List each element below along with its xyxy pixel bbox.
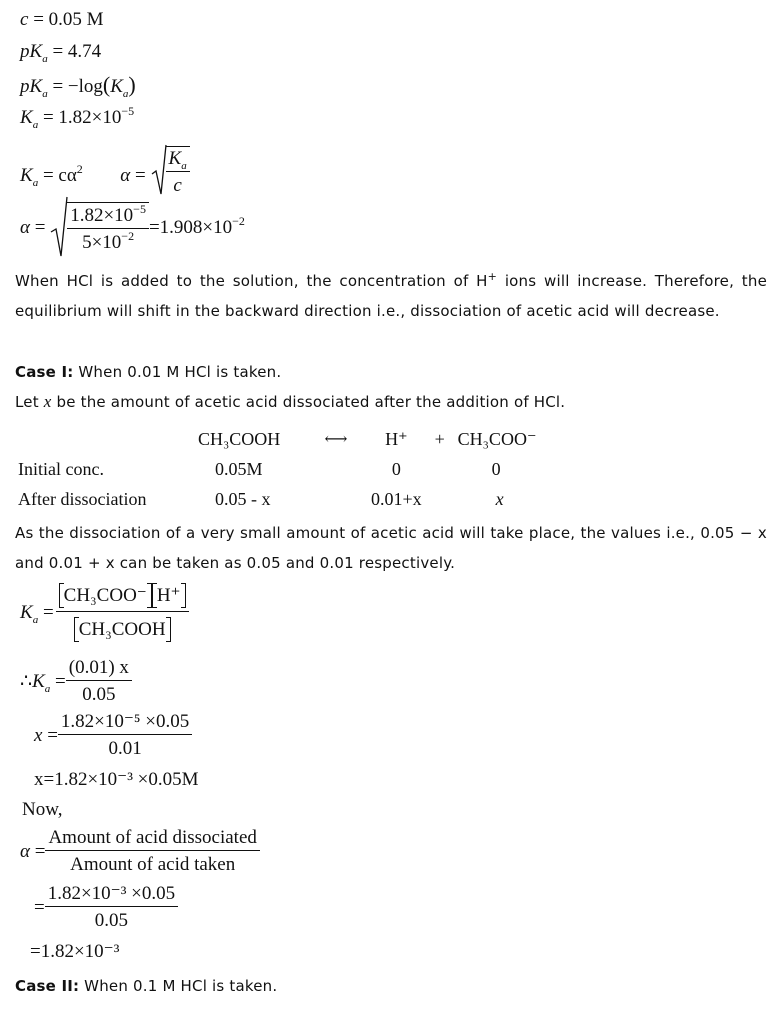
paragraph-small-amount: As the dissociation of a very small amount of acetic acid will take place, the values i.e., 0.05 − x and 0.01 + x can be taken as 0.05 and 0.01 respectively. — [15, 524, 767, 572]
reaction-table — [18, 424, 558, 514]
eq-alpha-result: α = $\frac{1.82\times 10^{-5}}{5\times 10^{-2}}$ $=1.908\times 10^{-2}$ — [20, 196, 245, 258]
eq-alpha-substituted: = $\frac{\text{1.82×10⁻³ ×0.05}}{0.05}$ — [34, 884, 178, 930]
eq-pka-value: $pK_a = 4.74$ — [20, 41, 102, 65]
paragraph-let-x — [15, 387, 767, 417]
table-cell: 0.05M — [215, 458, 263, 479]
acetic-acid-bracket: CH₃COOH — [74, 620, 171, 639]
ka-den: 0.05 — [66, 680, 132, 704]
plus-sign: + — [434, 428, 445, 449]
table-cell: 0.05 - x — [215, 488, 271, 509]
case-1-heading — [15, 357, 767, 387]
pka-definition: = −log — [52, 76, 103, 97]
alpha-denominator: 5×10 — [82, 232, 122, 253]
alpha2-num: 1.82×10⁻³ ×0.05 — [47, 883, 176, 904]
case-1-label: Case I: — [15, 363, 74, 381]
eq-alpha-definition: α = $\frac{\text{Amount of acid dissociated}}{\text{Amount of acid taken}}$ — [20, 828, 260, 874]
alpha-numerator: 1.82×10 — [70, 205, 134, 226]
now-label: Now, — [22, 799, 63, 820]
row-label: Initial conc. — [18, 458, 104, 479]
sqrt-symbol — [50, 196, 68, 258]
eq-x-result: x=1.82×10⁻³ ×0.05M — [34, 769, 199, 790]
eq-alpha-final: =1.82×10⁻³ — [30, 941, 120, 962]
ka-value: = 1.82×10 — [42, 107, 122, 128]
reactant: CH₃COOH — [198, 428, 281, 449]
table-cell: 0 — [391, 458, 401, 479]
eq-ka-substituted: $\therefore K_a$ = $\frac{(0.01) x}{0.05}$ — [20, 658, 132, 704]
table-row — [18, 454, 558, 484]
table-row — [18, 484, 558, 514]
eq-ka-expression: $K_a$ = $\frac{\text{CH₃COO⁻ H⁺}}{\text{CH₃COOH}}$ — [20, 586, 189, 639]
alpha-result-exp: −2 — [232, 213, 245, 228]
ka-exponent: −5 — [121, 104, 135, 118]
hcl-text-2: ions will increase. Therefore, the equilibrium will shift in the backward direction i.e., dissociation of acetic acid will decrease. — [15, 272, 767, 320]
case-2-text: When 0.1 M HCl is taken. — [79, 977, 278, 995]
table-cell: x — [495, 488, 504, 509]
let-x-2: be the amount of acetic acid dissociated after the addition of HCl. — [51, 393, 566, 411]
sqrt-symbol — [151, 144, 167, 196]
row-label: After dissociation — [18, 488, 147, 509]
product-acetate: CH₃COO⁻ — [457, 428, 537, 449]
x-den: 0.01 — [58, 734, 192, 758]
alpha-symbol: α — [120, 164, 131, 186]
acetate-bracket: CH₃COO⁻ — [59, 586, 152, 605]
ka-num: (0.01) x — [68, 657, 129, 678]
eq-ka-value: $K_a = 1.82\times 10^{-5}$ — [20, 104, 135, 131]
c-symbol: c — [20, 9, 29, 30]
eq-ka-alpha: $K_a = c\alpha^2$ α = $\frac{K_a}{c}$ — [20, 140, 190, 196]
paragraph-hcl-added — [15, 266, 767, 326]
let-x-var: x — [43, 392, 52, 411]
alpha-result: =1.908×10 — [148, 216, 233, 238]
case-1-text: When 0.01 M HCl is taken. — [73, 363, 282, 381]
ka-c-alpha: = cα — [42, 164, 77, 186]
therefore-symbol: ∴ — [20, 670, 33, 692]
alpha2-den: 0.05 — [45, 906, 178, 930]
case-2-heading — [15, 971, 767, 1001]
pka-value: = 4.74 — [52, 41, 102, 62]
hcl-text-1: When HCl is added to the solution, the concentration of H — [15, 272, 488, 290]
alpha-denominator-exp: −2 — [121, 229, 135, 243]
reaction-equation-row — [18, 424, 558, 454]
x-num: 1.82×10⁻⁵ ×0.05 — [60, 711, 190, 732]
let-x-1: Let — [15, 393, 44, 411]
eq-concentration — [20, 10, 104, 29]
alpha-def-num: Amount of acid dissociated — [48, 827, 257, 848]
h-plus-sup: + — [487, 270, 498, 283]
product-h-plus: H⁺ — [385, 428, 408, 449]
alpha-numerator-exp: −5 — [133, 202, 146, 216]
eq-pka-definition: $pK_a = -\log(K_a)$ — [20, 72, 136, 100]
eq-x-fraction: x = $\frac{\text{1.82×10⁻⁵ ×0.05}}{0.01}$ — [34, 712, 192, 758]
h-plus-bracket: H⁺ — [152, 586, 186, 605]
c-value: = 0.05 M — [33, 9, 104, 30]
table-cell: 0.01+x — [371, 488, 422, 509]
alpha-def-den: Amount of acid taken — [45, 850, 259, 874]
reaction-arrow: ⟷ — [324, 431, 348, 448]
table-cell: 0 — [491, 458, 501, 479]
case-2-label: Case II: — [15, 977, 80, 995]
